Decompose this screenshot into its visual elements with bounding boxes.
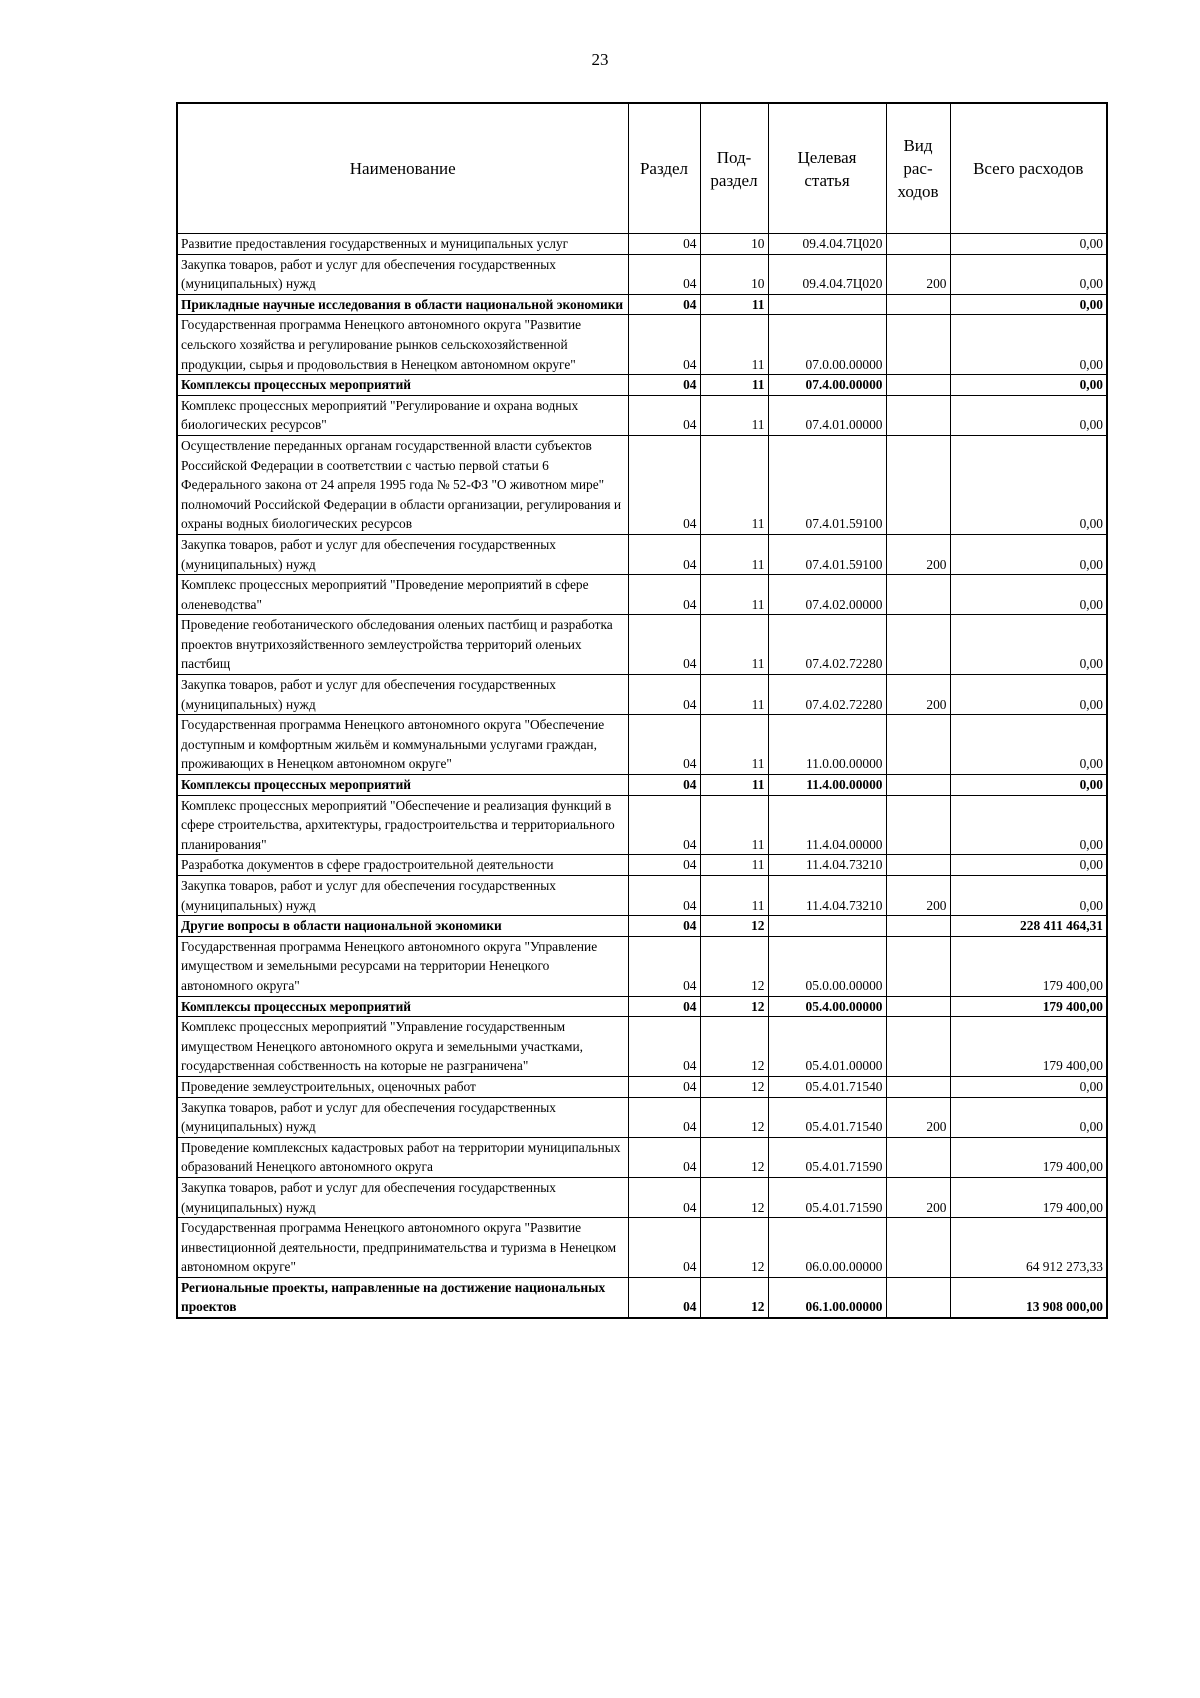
row-statya-cell: 05.4.01.71590: [768, 1137, 886, 1177]
row-total-cell: 0,00: [950, 1097, 1107, 1137]
table-row: [177, 996, 1107, 1017]
row-name-cell: Другие вопросы в области национальной экономики: [177, 916, 628, 937]
row-statya-cell: 07.4.02.00000: [768, 575, 886, 615]
row-podrazdel-cell: 11: [700, 534, 768, 574]
row-total-cell: 0,00: [950, 234, 1107, 255]
row-vid-cell: 200: [886, 675, 950, 715]
row-name-cell: Государственная программа Ненецкого автономного округа "Развитие сельского хозяйства и регулирование рынков сельскохозяйственной продукции, сырья и продовольствия в Ненецком автономном округе": [177, 315, 628, 375]
row-statya-cell: 11.4.00.00000: [768, 775, 886, 796]
row-razdel-cell: 04: [628, 375, 700, 396]
row-name-cell: Комплексы процессных мероприятий: [177, 375, 628, 396]
row-name-cell: Осуществление переданных органам государственной власти субъектов Российской Федерации в соответствии с частью первой статьи 6 Федерального закона от 24 апреля 1995 года № 52-ФЗ "О животном мире" полномочий Российской Федерации в области организации, регулирования и охраны водных биологических ресурсов: [177, 435, 628, 534]
row-name-cell: Прикладные научные исследования в области национальной экономики: [177, 294, 628, 315]
row-statya-cell: 11.0.00.00000: [768, 715, 886, 775]
table-row: [177, 375, 1107, 396]
table-row: [177, 435, 1107, 534]
row-podrazdel-cell: 12: [700, 1277, 768, 1318]
row-razdel-cell: 04: [628, 234, 700, 255]
row-statya-cell: 09.4.04.7Ц020: [768, 234, 886, 255]
page-number: 23: [591, 50, 609, 69]
row-statya-cell: 06.0.00.00000: [768, 1218, 886, 1278]
row-razdel-cell: 04: [628, 876, 700, 916]
row-podrazdel-cell: 12: [700, 1137, 768, 1177]
row-statya-cell: 07.4.00.00000: [768, 375, 886, 396]
row-statya-cell: 05.4.01.71590: [768, 1177, 886, 1217]
row-vid-cell: [886, 615, 950, 675]
row-statya-cell: 09.4.04.7Ц020: [768, 254, 886, 294]
row-razdel-cell: 04: [628, 294, 700, 315]
row-razdel-cell: 04: [628, 936, 700, 996]
row-razdel-cell: 04: [628, 1076, 700, 1097]
row-vid-cell: [886, 775, 950, 796]
row-vid-cell: [886, 375, 950, 396]
row-vid-cell: [886, 916, 950, 937]
header-podrazdel: [700, 103, 768, 234]
row-razdel-cell: 04: [628, 315, 700, 375]
header-razdel: [628, 103, 700, 234]
row-podrazdel-cell: 11: [700, 675, 768, 715]
row-podrazdel-cell: 11: [700, 575, 768, 615]
row-total-cell: 0,00: [950, 395, 1107, 435]
row-razdel-cell: 04: [628, 1137, 700, 1177]
row-razdel-cell: 04: [628, 675, 700, 715]
row-razdel-cell: 04: [628, 575, 700, 615]
row-podrazdel-cell: 11: [700, 315, 768, 375]
row-statya-cell: 05.4.01.71540: [768, 1076, 886, 1097]
header-vid-label: Вид рас- ходов: [897, 136, 939, 201]
row-name-cell: Закупка товаров, работ и услуг для обеспечения государственных (муниципальных) нужд: [177, 675, 628, 715]
row-total-cell: 0,00: [950, 1076, 1107, 1097]
row-podrazdel-cell: 10: [700, 234, 768, 255]
row-statya-cell: 05.4.01.00000: [768, 1017, 886, 1077]
header-total-label: Всего расходов: [973, 159, 1084, 178]
row-statya-cell: 07.4.02.72280: [768, 675, 886, 715]
row-statya-cell: 07.0.00.00000: [768, 315, 886, 375]
row-podrazdel-cell: 12: [700, 1177, 768, 1217]
row-razdel-cell: 04: [628, 775, 700, 796]
row-razdel-cell: 04: [628, 1277, 700, 1318]
row-razdel-cell: 04: [628, 395, 700, 435]
header-total: [950, 103, 1107, 234]
row-podrazdel-cell: 11: [700, 715, 768, 775]
row-vid-cell: [886, 715, 950, 775]
row-name-cell: Закупка товаров, работ и услуг для обеспечения государственных (муниципальных) нужд: [177, 254, 628, 294]
row-name-cell: Закупка товаров, работ и услуг для обеспечения государственных (муниципальных) нужд: [177, 534, 628, 574]
table-row: [177, 795, 1107, 855]
header-name: [177, 103, 628, 234]
row-name-cell: Государственная программа Ненецкого автономного округа "Развитие инвестиционной деятельности, предпринимательства и туризма в Ненецком автономном округе": [177, 1218, 628, 1278]
row-total-cell: 0,00: [950, 615, 1107, 675]
row-name-cell: Проведение землеустроительных, оценочных работ: [177, 1076, 628, 1097]
row-vid-cell: 200: [886, 876, 950, 916]
row-total-cell: 0,00: [950, 294, 1107, 315]
row-total-cell: 0,00: [950, 775, 1107, 796]
row-statya-cell: 07.4.01.59100: [768, 435, 886, 534]
row-podrazdel-cell: 11: [700, 855, 768, 876]
row-total-cell: 64 912 273,33: [950, 1218, 1107, 1278]
table-row: [177, 775, 1107, 796]
row-name-cell: Проведение геоботанического обследования оленьих пастбищ и разработка проектов внутрихозяйственного землеустройства территорий оленьих пастбищ: [177, 615, 628, 675]
row-vid-cell: 200: [886, 1177, 950, 1217]
row-vid-cell: [886, 294, 950, 315]
table-row: [177, 1137, 1107, 1177]
row-total-cell: 0,00: [950, 795, 1107, 855]
row-statya-cell: 11.4.04.73210: [768, 876, 886, 916]
row-total-cell: 0,00: [950, 315, 1107, 375]
row-total-cell: 179 400,00: [950, 936, 1107, 996]
row-razdel-cell: 04: [628, 534, 700, 574]
row-name-cell: Комплекс процессных мероприятий "Обеспечение и реализация функций в сфере строительства, архитектуры, градостроительства и территориального планирования": [177, 795, 628, 855]
row-vid-cell: [886, 395, 950, 435]
table-row: [177, 395, 1107, 435]
row-statya-cell: 07.4.02.72280: [768, 615, 886, 675]
row-podrazdel-cell: 12: [700, 996, 768, 1017]
row-total-cell: 179 400,00: [950, 996, 1107, 1017]
row-podrazdel-cell: 11: [700, 615, 768, 675]
row-podrazdel-cell: 12: [700, 1017, 768, 1077]
row-name-cell: Закупка товаров, работ и услуг для обеспечения государственных (муниципальных) нужд: [177, 876, 628, 916]
row-vid-cell: [886, 435, 950, 534]
row-vid-cell: 200: [886, 534, 950, 574]
row-vid-cell: [886, 315, 950, 375]
row-statya-cell: [768, 916, 886, 937]
table-row: [177, 254, 1107, 294]
row-razdel-cell: 04: [628, 1097, 700, 1137]
budget-table: [176, 102, 1108, 1319]
row-razdel-cell: 04: [628, 615, 700, 675]
row-vid-cell: [886, 575, 950, 615]
row-podrazdel-cell: 12: [700, 1076, 768, 1097]
row-name-cell: Развитие предоставления государственных и муниципальных услуг: [177, 234, 628, 255]
row-statya-cell: [768, 294, 886, 315]
row-name-cell: Государственная программа Ненецкого автономного округа "Обеспечение доступным и комфортным жильём и коммунальными услугами граждан, проживающих в Ненецком автономном округе": [177, 715, 628, 775]
row-statya-cell: 05.0.00.00000: [768, 936, 886, 996]
row-vid-cell: 200: [886, 254, 950, 294]
row-vid-cell: [886, 996, 950, 1017]
table-row: [177, 1076, 1107, 1097]
row-total-cell: 0,00: [950, 675, 1107, 715]
row-name-cell: Комплекс процессных мероприятий "Проведение мероприятий в сфере оленеводства": [177, 575, 628, 615]
row-total-cell: 0,00: [950, 254, 1107, 294]
row-total-cell: 0,00: [950, 534, 1107, 574]
table-row: [177, 1177, 1107, 1217]
row-total-cell: 228 411 464,31: [950, 916, 1107, 937]
row-vid-cell: [886, 1076, 950, 1097]
row-razdel-cell: 04: [628, 1177, 700, 1217]
row-vid-cell: [886, 1218, 950, 1278]
table-row: [177, 855, 1107, 876]
header-razdel-label: Раздел: [639, 159, 689, 178]
row-name-cell: Комплекс процессных мероприятий "Управление государственным имуществом Ненецкого автономного округа и земельными участками, государственная собственность на которые не разграничена": [177, 1017, 628, 1077]
table-row: [177, 575, 1107, 615]
row-statya-cell: 05.4.01.71540: [768, 1097, 886, 1137]
row-vid-cell: [886, 234, 950, 255]
row-total-cell: 179 400,00: [950, 1137, 1107, 1177]
row-total-cell: 0,00: [950, 876, 1107, 916]
row-total-cell: 0,00: [950, 435, 1107, 534]
row-statya-cell: 07.4.01.00000: [768, 395, 886, 435]
row-razdel-cell: 04: [628, 996, 700, 1017]
row-podrazdel-cell: 11: [700, 775, 768, 796]
row-statya-cell: 11.4.04.00000: [768, 795, 886, 855]
row-name-cell: Комплексы процессных мероприятий: [177, 775, 628, 796]
table-row: [177, 876, 1107, 916]
table-row: [177, 1097, 1107, 1137]
row-podrazdel-cell: 12: [700, 1097, 768, 1137]
row-statya-cell: 11.4.04.73210: [768, 855, 886, 876]
row-razdel-cell: 04: [628, 715, 700, 775]
header-statya-label: Целевая статья: [797, 147, 857, 190]
row-podrazdel-cell: 11: [700, 375, 768, 396]
row-vid-cell: [886, 1277, 950, 1318]
header-podrazdel-label: Под- раздел: [710, 147, 758, 190]
row-podrazdel-cell: 11: [700, 795, 768, 855]
row-podrazdel-cell: 11: [700, 395, 768, 435]
row-vid-cell: [886, 855, 950, 876]
row-statya-cell: 05.4.00.00000: [768, 996, 886, 1017]
row-total-cell: 0,00: [950, 575, 1107, 615]
row-razdel-cell: 04: [628, 435, 700, 534]
row-vid-cell: 200: [886, 1097, 950, 1137]
row-vid-cell: [886, 936, 950, 996]
table-row: [177, 615, 1107, 675]
row-name-cell: Государственная программа Ненецкого автономного округа "Управление имуществом и земельными ресурсами на территории Ненецкого автономного округа": [177, 936, 628, 996]
table-row: [177, 1277, 1107, 1318]
table-row: [177, 916, 1107, 937]
row-razdel-cell: 04: [628, 1017, 700, 1077]
row-name-cell: Комплексы процессных мероприятий: [177, 996, 628, 1017]
row-statya-cell: 06.1.00.00000: [768, 1277, 886, 1318]
header-name-label: Наименование: [349, 159, 456, 178]
table-row: [177, 315, 1107, 375]
row-name-cell: Закупка товаров, работ и услуг для обеспечения государственных (муниципальных) нужд: [177, 1097, 628, 1137]
table-row: [177, 715, 1107, 775]
row-podrazdel-cell: 12: [700, 936, 768, 996]
table-row: [177, 294, 1107, 315]
row-podrazdel-cell: 12: [700, 916, 768, 937]
row-name-cell: Проведение комплексных кадастровых работ на территории муниципальных образований Ненецкого автономного округа: [177, 1137, 628, 1177]
row-vid-cell: [886, 1137, 950, 1177]
row-razdel-cell: 04: [628, 855, 700, 876]
row-podrazdel-cell: 10: [700, 254, 768, 294]
row-total-cell: 13 908 000,00: [950, 1277, 1107, 1318]
row-total-cell: 179 400,00: [950, 1017, 1107, 1077]
row-vid-cell: [886, 1017, 950, 1077]
row-podrazdel-cell: 11: [700, 435, 768, 534]
table-row: [177, 1218, 1107, 1278]
header-statya: [768, 103, 886, 234]
row-vid-cell: [886, 795, 950, 855]
row-razdel-cell: 04: [628, 795, 700, 855]
row-podrazdel-cell: 12: [700, 1218, 768, 1278]
row-podrazdel-cell: 11: [700, 294, 768, 315]
table-row: [177, 234, 1107, 255]
table-row: [177, 936, 1107, 996]
table-header-row: [177, 103, 1107, 234]
table-body: [177, 234, 1107, 1319]
table-row: [177, 1017, 1107, 1077]
header-vid: [886, 103, 950, 234]
row-name-cell: Закупка товаров, работ и услуг для обеспечения государственных (муниципальных) нужд: [177, 1177, 628, 1217]
row-name-cell: Региональные проекты, направленные на достижение национальных проектов: [177, 1277, 628, 1318]
row-total-cell: 179 400,00: [950, 1177, 1107, 1217]
row-razdel-cell: 04: [628, 916, 700, 937]
row-total-cell: 0,00: [950, 715, 1107, 775]
table-row: [177, 675, 1107, 715]
row-total-cell: 0,00: [950, 375, 1107, 396]
row-total-cell: 0,00: [950, 855, 1107, 876]
row-razdel-cell: 04: [628, 254, 700, 294]
row-podrazdel-cell: 11: [700, 876, 768, 916]
row-name-cell: Комплекс процессных мероприятий "Регулирование и охрана водных биологических ресурсов": [177, 395, 628, 435]
row-name-cell: Разработка документов в сфере градостроительной деятельности: [177, 855, 628, 876]
row-razdel-cell: 04: [628, 1218, 700, 1278]
table-row: [177, 534, 1107, 574]
row-statya-cell: 07.4.01.59100: [768, 534, 886, 574]
